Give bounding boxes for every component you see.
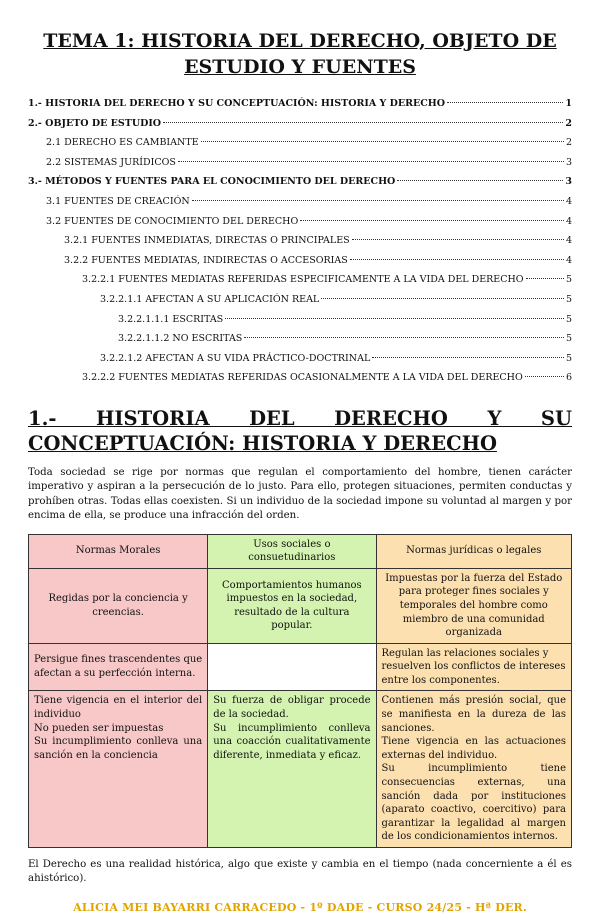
toc-entry-page: 6	[565, 372, 572, 384]
toc-entry-page: 5	[565, 352, 572, 364]
intro-paragraph: Toda sociedad se rige por normas que regulan el comportamiento del hombre, tienen carácter imperativo y aspiran a la persecución de lo justo. Para ello, protegen situaciones, permiten conductas y prohíben otras. Todas ellas coexisten. Si un individuo de la sociedad impone su voluntad al margen y por encima de ella, se produce una infracción del orden.	[28, 466, 572, 522]
norms-comparison-table	[28, 534, 572, 848]
toc-entry-page: 5	[565, 333, 572, 345]
toc-entry[interactable]	[28, 192, 572, 212]
toc-entry[interactable]	[28, 349, 572, 369]
toc-entry-page: 2	[565, 117, 572, 129]
table-cell: Impuestas por la fuerza del Estado para proteger fines sociales y temporales del hombre como miembro de una comunidad organizada	[376, 568, 571, 643]
toc-entry[interactable]	[28, 368, 572, 388]
toc-entry-text: 2.- OBJETO DE ESTUDIO	[28, 117, 162, 129]
toc-entry[interactable]	[28, 133, 572, 153]
toc-entry-page: 5	[565, 274, 572, 286]
toc-entry-text: 3.- MÉTODOS Y FUENTES PARA EL CONOCIMIENTO DEL DERECHO	[28, 176, 396, 188]
table-cell	[29, 691, 208, 848]
table-row	[29, 691, 572, 848]
section-heading-line1: 1.- HISTORIA DEL DERECHO Y SU	[28, 406, 572, 430]
section-heading-line2: CONCEPTUACIÓN: HISTORIA Y DERECHO	[28, 431, 498, 455]
toc-entry-text: 3.2.2.1.1.2 NO ESCRITAS	[118, 333, 243, 345]
cell-line: Su incumplimiento tiene consecuencias externas, una sanción dada por instituciones (aparato coactivo, coercitivo) para garantizar la legalidad al margen de los condicionamientos internos.	[381, 763, 566, 843]
toc-entry-text: 3.2 FUENTES DE CONOCIMIENTO DEL DERECHO	[46, 215, 299, 227]
toc-entry-text: 1.- HISTORIA DEL DERECHO Y SU CONCEPTUACIÓN: HISTORIA Y DERECHO	[28, 98, 446, 109]
closing-paragraph: El Derecho es una realidad histórica, algo que existe y cambia en el tiempo (nada concerniente a él es ahistórico).	[28, 859, 572, 885]
toc-entry-page: 5	[565, 313, 572, 325]
table-of-contents	[28, 94, 572, 388]
toc-entry[interactable]	[28, 153, 572, 173]
toc-entry-text: 3.2.2.1 FUENTES MEDIATAS REFERIDAS ESPECIFICAMENTE A LA VIDA DEL DERECHO	[82, 274, 524, 286]
toc-entry-page: 1	[565, 98, 572, 109]
section-heading	[28, 406, 572, 456]
toc-entry-page: 4	[565, 235, 572, 247]
toc-entry-page: 3	[565, 176, 572, 188]
cell-line: Tiene vigencia en el interior del individuo	[34, 695, 203, 721]
header-normas-morales: Normas Morales	[29, 534, 208, 568]
toc-entry-text: 3.2.2.1.2 AFECTAN A SU VIDA PRÁCTICO-DOCTRINAL	[100, 352, 371, 364]
header-usos-sociales: Usos sociales o consuetudinarios	[208, 534, 376, 568]
cell-line: Contienen más presión social, que se manifiesta en la dureza de las sanciones.	[381, 695, 566, 734]
toc-entry-page: 3	[565, 156, 572, 168]
toc-entry[interactable]	[28, 251, 572, 271]
toc-entry[interactable]	[28, 270, 572, 290]
table-cell	[208, 691, 376, 848]
table-cell: Persigue fines trascendentes que afectan a su perfección interna.	[29, 643, 208, 691]
toc-entry-page: 5	[565, 293, 572, 305]
toc-entry-text: 3.2.2.1.1.1 ESCRITAS	[118, 313, 224, 325]
table-cell: Comportamientos humanos impuestos en la sociedad, resultado de la cultura popular.	[208, 568, 376, 643]
cell-line: Su incumplimiento conlleva una sanción en la conciencia	[34, 736, 203, 761]
toc-entry[interactable]	[28, 310, 572, 330]
table-header-row	[29, 534, 572, 568]
toc-entry[interactable]	[28, 290, 572, 310]
table-cell: Regidas por la conciencia y creencias.	[29, 568, 208, 643]
toc-entry[interactable]	[28, 114, 572, 134]
page-footer: ALICIA MEI BAYARRI CARRACEDO - 1º DADE - CURSO 24/25 - Hª DER.	[73, 900, 527, 914]
cell-line: No pueden ser impuestas	[34, 722, 164, 734]
toc-entry-text: 3.2.1 FUENTES INMEDIATAS, DIRECTAS O PRINCIPALES	[64, 235, 350, 247]
table-row	[29, 643, 572, 691]
toc-entry-page: 4	[565, 215, 572, 227]
table-cell: Regulan las relaciones sociales y resuelven los conflictos de intereses entre los componentes.	[376, 643, 571, 691]
header-normas-juridicas: Normas jurídicas o legales	[376, 534, 571, 568]
toc-entry[interactable]	[28, 172, 572, 192]
toc-entry[interactable]	[28, 94, 572, 114]
table-row	[29, 568, 572, 643]
cell-line: Tiene vigencia en las actuaciones externas del individuo.	[381, 736, 566, 761]
table-cell	[376, 691, 571, 848]
toc-entry[interactable]	[28, 329, 572, 349]
toc-entry-page: 4	[565, 254, 572, 266]
toc-entry-text: 3.1 FUENTES DE CREACIÓN	[46, 195, 190, 207]
toc-entry-page: 4	[565, 195, 572, 207]
cell-line: Su fuerza de obligar procede de la sociedad.	[213, 695, 371, 721]
toc-entry-page: 2	[565, 137, 572, 149]
toc-entry-text: 2.1 DERECHO ES CAMBIANTE	[46, 137, 199, 149]
toc-entry-text: 3.2.2 FUENTES MEDIATAS, INDIRECTAS O ACCESORIAS	[64, 254, 348, 266]
toc-entry[interactable]	[28, 212, 572, 232]
toc-entry-text: 2.2 SISTEMAS JURÍDICOS	[46, 156, 176, 168]
page-title: TEMA 1: HISTORIA DEL DERECHO, OBJETO DE ESTUDIO Y FUENTES	[43, 30, 557, 78]
document-page	[28, 22, 572, 914]
table-cell-empty	[208, 643, 376, 691]
toc-entry[interactable]	[28, 231, 572, 251]
toc-entry-text: 3.2.2.1.1 AFECTAN A SU APLICACIÓN REAL	[100, 293, 320, 305]
toc-entry-text: 3.2.2.2 FUENTES MEDIATAS REFERIDAS OCASIONALMENTE A LA VIDA DEL DERECHO	[82, 372, 523, 384]
cell-line: Su incumplimiento conlleva una coacción cualitativamente diferente, inmediata y eficaz.	[213, 722, 371, 761]
